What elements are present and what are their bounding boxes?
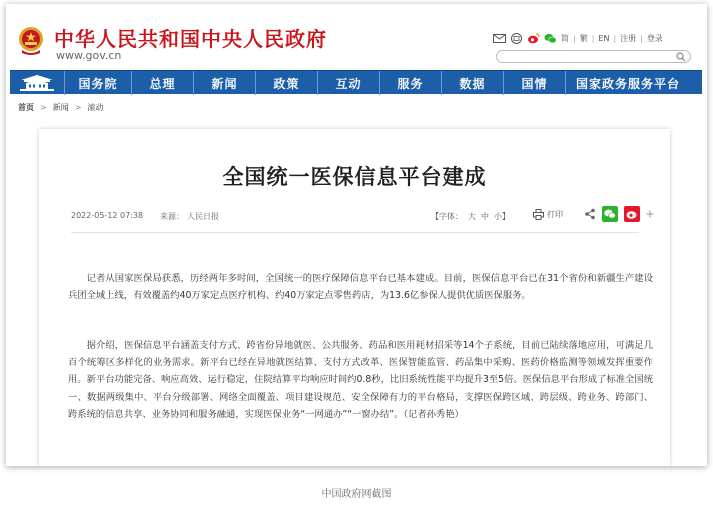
breadcrumb-separator: > <box>74 103 82 112</box>
nav-home[interactable] <box>10 71 64 95</box>
publish-date: 2022-05-12 07:38 <box>71 211 144 220</box>
print-icon <box>533 209 544 220</box>
font-size-label: 【字体： <box>431 212 463 221</box>
nav-item-state-council[interactable]: 国务院 <box>64 71 131 95</box>
share-bar <box>584 206 654 222</box>
search-icon[interactable] <box>676 52 686 62</box>
separator: | <box>613 33 617 43</box>
tv-icon[interactable] <box>510 33 523 44</box>
lang-traditional-link[interactable]: 繁 <box>579 33 588 43</box>
font-size-large-button[interactable]: 大 <box>468 212 476 221</box>
lang-simplified-link[interactable]: 简 <box>561 33 569 43</box>
nav-item-national-info[interactable]: 国情 <box>503 71 565 95</box>
meta-divider <box>71 232 639 233</box>
nav-item-data[interactable]: 数据 <box>441 71 503 95</box>
site-url[interactable]: www.gov.cn <box>56 49 122 62</box>
image-caption: 中国政府网截图 <box>321 489 392 500</box>
main-nav <box>10 70 702 94</box>
nav-item-gov-service-platform[interactable]: 国家政务服务平台 <box>565 71 690 95</box>
page-screenshot <box>6 4 707 466</box>
print-button[interactable] <box>533 209 563 220</box>
separator: | <box>640 33 643 43</box>
font-size-medium-button[interactable]: 中 <box>481 212 489 221</box>
home-gate-icon <box>17 74 57 92</box>
mail-icon[interactable] <box>493 33 506 44</box>
nav-item-services[interactable]: 服务 <box>379 71 441 95</box>
wechat-icon[interactable] <box>544 33 557 44</box>
separator: | <box>591 33 595 43</box>
login-link[interactable]: 登录 <box>646 33 663 43</box>
article-paragraph: 据介绍，医保信息平台涵盖支付方式、跨省份异地就医、公共服务、药品和医用耗材招采等14个子系统，目前已陆续落地应用，可满足几百个统筹区多样化的业务需求。新平台已经在异地就医结算、支付方式改革、医保智能监管、药品集中采购、医药价格监测等领域发挥重要作用。新平台功能完备、响应高效、运行稳定，住院结算平均响应时间约0.8秒，比旧系统性能平均提升3至5倍。医保信息平台形成了标准全国统一、数据两级集中、平台分级部署、网络全面覆盖、项目建设规范、安全保障有力的平台格局，支撑医保跨区域、跨层级、跨业务、跨部门、跨系统的信息共享、业务协同和服务融通，实现医保业务“一网通办”“一窗办结”。（记者孙秀艳） <box>68 340 653 420</box>
source-label: 来源： <box>160 212 184 221</box>
top-links <box>493 31 663 45</box>
article-title: 全国统一医保信息平台建成 <box>222 165 487 189</box>
article-card <box>39 129 670 466</box>
font-size-control <box>431 211 510 222</box>
site-title[interactable]: 中华人民共和国中央人民政府 <box>54 27 327 51</box>
nav-item-news[interactable]: 新闻 <box>193 71 255 95</box>
lang-english-link[interactable]: EN <box>598 33 610 43</box>
national-emblem-icon[interactable] <box>18 26 44 56</box>
article-paragraph: 记者从国家医保局获悉，历经两年多时间，全国统一的医疗保障信息平台已基本建成。目前，医保信息平台已在31个省份和新疆生产建设兵团全域上线，有效覆盖约40万家定点医疗机构、约40万家定点零售药店，为13.6亿参保人提供优质医保服务。 <box>68 273 653 302</box>
separator: | <box>573 33 576 43</box>
wechat-share-icon[interactable] <box>602 206 618 222</box>
print-label: 打印 <box>547 210 563 219</box>
font-size-small-button[interactable]: 小】 <box>494 212 510 221</box>
search-input[interactable] <box>496 50 691 63</box>
nav-item-interaction[interactable]: 互动 <box>317 71 379 95</box>
weibo-share-icon[interactable] <box>624 206 640 222</box>
breadcrumb <box>18 102 103 113</box>
plus-icon[interactable] <box>646 210 654 218</box>
site-header <box>6 4 707 68</box>
breadcrumb-current[interactable]: 滚动 <box>87 103 104 112</box>
nav-item-policy[interactable]: 政策 <box>255 71 317 95</box>
breadcrumb-separator: > <box>40 103 47 112</box>
source-name: 人民日报 <box>187 212 219 221</box>
register-link[interactable]: 注册 <box>620 33 637 43</box>
breadcrumb-news[interactable]: 新闻 <box>52 103 69 112</box>
breadcrumb-home[interactable]: 首页 <box>18 103 34 112</box>
nav-item-premier[interactable]: 总理 <box>131 71 193 95</box>
share-icon[interactable] <box>584 208 596 220</box>
weibo-icon[interactable] <box>527 33 540 44</box>
